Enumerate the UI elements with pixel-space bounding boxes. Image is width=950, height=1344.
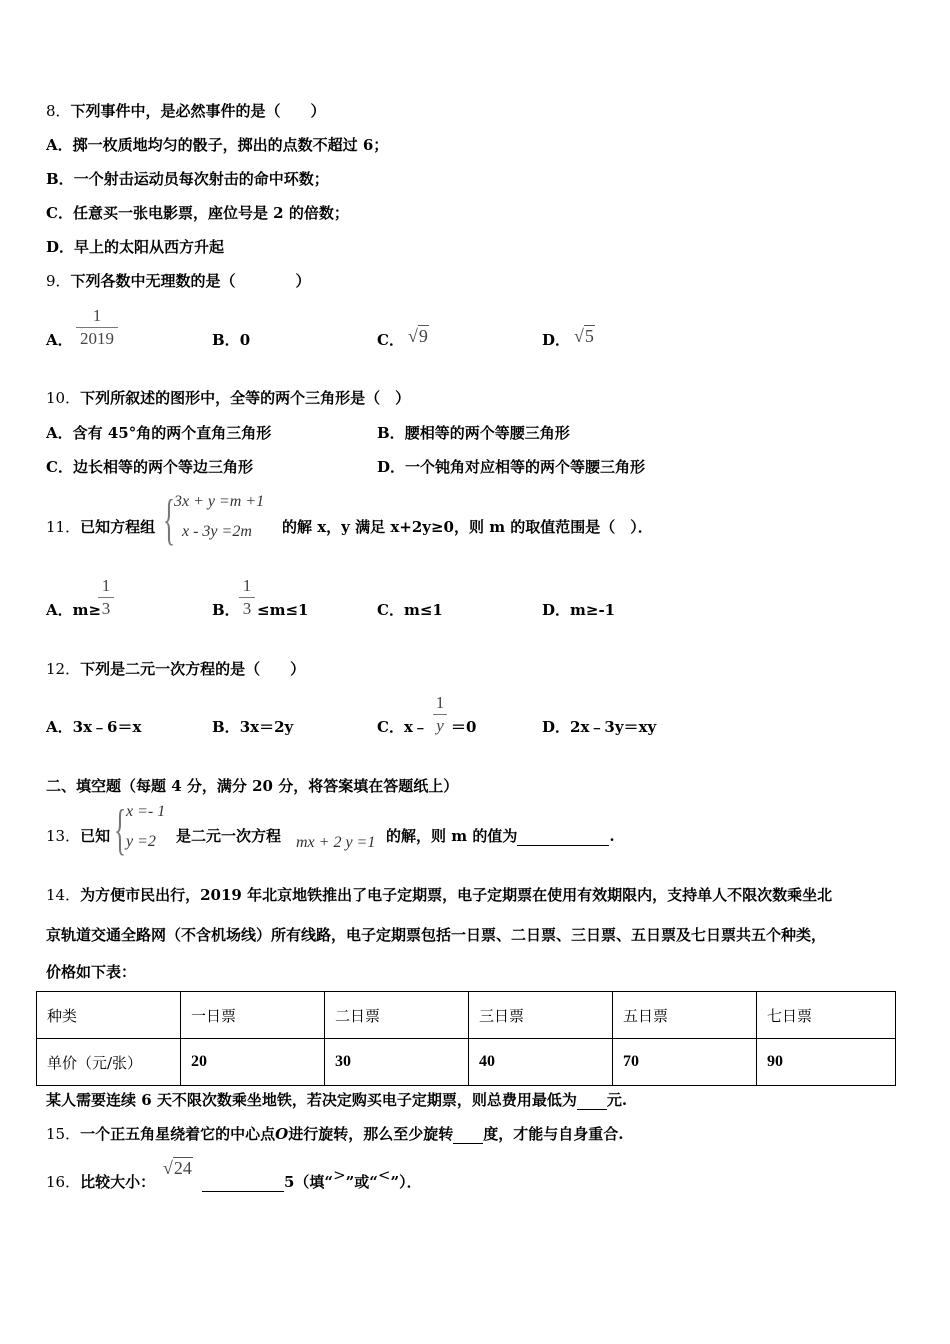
q12-option-b: B．3x＝2y (212, 718, 294, 736)
q10-option-b: B．腰相等的两个等腰三角形 (377, 424, 570, 442)
q13-answer-blank[interactable] (517, 827, 609, 846)
q9-number: 9． (46, 272, 71, 290)
q11-option-b-text: ≤m≤1 (257, 601, 309, 619)
table-cell: 90 (757, 1039, 896, 1086)
q11-number: 11． (46, 518, 81, 536)
q9-option-d-sqrt: √5 (574, 326, 594, 346)
q11-equation-2: x - 3y =2m (182, 523, 252, 540)
q16-stem-post: 5（填“>”或“<”）． (202, 1172, 422, 1192)
q8-stem: 8．下列事件中，是必然事件的是（ ） (46, 102, 326, 120)
q14-answer-blank[interactable] (577, 1092, 607, 1110)
table-cell: 30 (325, 1039, 469, 1086)
q9-option-a-label: A． (46, 331, 73, 349)
q11-stem-post: 的解 x，y 满足 x+2y≥0，则 m 的取值范围是（ ）． (282, 518, 653, 536)
q10-option-d: D．一个钝角对应相等的两个等腰三角形 (377, 458, 646, 476)
q10-option-c: C．边长相等的两个等边三角形 (46, 458, 253, 476)
q12-stem: 12．下列是二元一次方程的是（ ） (46, 660, 306, 678)
table-header-cell: 二日票 (325, 992, 469, 1039)
q11-equation-1: 3x + y =m +1 (174, 493, 265, 510)
q11-option-b-label: B． (212, 601, 240, 619)
q13-stem-pre: 13．已知 (46, 827, 111, 845)
section-2-title: 二、填空题（每题 4 分，满分 20 分，将答案填在答题纸上） (46, 777, 459, 795)
q10-stem: 10．下列所叙述的图形中，全等的两个三角形是（ ） (46, 389, 411, 407)
table-cell: 20 (181, 1039, 325, 1086)
q8-option-a: A．掷一枚质地均匀的骰子，掷出的点数不超过 6； (46, 136, 389, 154)
q14-line-2: 京轨道交通全路网（不含机场线）所有线路，电子定期票包括一日票、二日票、三日票、五日票及七日票共五个种类， (46, 926, 827, 944)
table-header-row (37, 992, 896, 1039)
q12-option-d: D．2x﹣3y＝xy (542, 718, 657, 736)
table-row (37, 1039, 896, 1086)
table-header-cell: 七日票 (757, 992, 896, 1039)
q14-line-3: 价格如下表： (46, 963, 137, 981)
q16-greater-than: > (333, 1166, 346, 1184)
table-row-label: 单价（元/张） (37, 1039, 181, 1086)
table-header-cell: 一日票 (181, 992, 325, 1039)
q12-option-c-fraction: 1 y (433, 693, 447, 736)
q8-option-d: D．早上的太阳从西方升起 (46, 238, 225, 256)
q12-option-c-label: C．x﹣ (377, 718, 428, 736)
q13-left-brace: { (114, 799, 127, 861)
ticket-price-table (36, 991, 896, 1086)
q8-option-b: B．一个射击运动员每次射击的命中环数； (46, 170, 329, 188)
q16-stem-pre: 16．比较大小： (46, 1173, 156, 1191)
q8-option-c: C．任意买一张电影票，座位号是 2 的倍数； (46, 204, 349, 222)
q9-option-b: B．0 (212, 331, 251, 349)
q14-number: 14． (46, 886, 81, 904)
q8-number: 8． (46, 102, 71, 120)
q13-equation-1: x =- 1 (126, 803, 166, 820)
q13-equation: mx + 2 y =1 (296, 834, 376, 851)
q16-sqrt: √24 (163, 1158, 192, 1178)
q9-stem: 9．下列各数中无理数的是（ ） (46, 272, 311, 290)
q14-line-1: 14．为方便市民出行，2019 年北京地铁推出了电子定期票，电子定期票在使用有效期限内，支持单人不限次数乘坐北 (46, 886, 833, 904)
q16-number: 16． (46, 1173, 81, 1191)
q11-option-b-fraction: 1 3 (239, 576, 255, 619)
q12-number: 12． (46, 660, 81, 678)
table-header-cell: 五日票 (613, 992, 757, 1039)
q16-answer-blank[interactable] (202, 1174, 284, 1192)
q11-option-a-fraction: 1 3 (98, 576, 114, 619)
q14-after: 某人需要连续 6 天不限次数乘坐地铁，若决定购买电子定期票，则总费用最低为 元. (46, 1091, 628, 1109)
q11-option-d: D．m≥-1 (542, 601, 616, 619)
table-cell: 40 (469, 1039, 613, 1086)
q15-number: 15． (46, 1125, 81, 1143)
q10-option-a: A．含有 45°角的两个直角三角形 (46, 424, 272, 442)
q16-less-than: < (377, 1166, 391, 1184)
q9-option-c-label: C． (377, 331, 404, 349)
table-cell: 70 (613, 1039, 757, 1086)
q13-equation-2: y =2 (126, 833, 156, 850)
q10-number: 10． (46, 389, 81, 407)
q9-option-d-label: D． (542, 331, 571, 349)
q11-left-brace: { (163, 489, 176, 551)
q12-option-c-post: ＝0 (451, 718, 477, 736)
q9-option-a-fraction: 1 2019 (76, 306, 118, 349)
q9-option-c-sqrt: √9 (408, 326, 428, 346)
q11-option-a: A．m≥ (46, 601, 102, 619)
q15-answer-blank[interactable] (453, 1126, 483, 1144)
q11-stem-pre: 11．已知方程组 (46, 518, 156, 536)
q13-stem-post: 的解，则 m 的值为 . (386, 827, 615, 845)
q15-stem: 15．一个正五角星绕着它的中心点O进行旋转，那么至少旋转 度，才能与自身重合. (46, 1125, 624, 1143)
q12-option-a: A．3x﹣6＝x (46, 718, 142, 736)
q13-stem-mid: 是二元一次方程 (176, 827, 282, 845)
table-header-cell: 三日票 (469, 992, 613, 1039)
q11-option-c: C．m≤1 (377, 601, 443, 619)
table-header-cell: 种类 (37, 992, 181, 1039)
q13-number: 13． (46, 827, 81, 845)
